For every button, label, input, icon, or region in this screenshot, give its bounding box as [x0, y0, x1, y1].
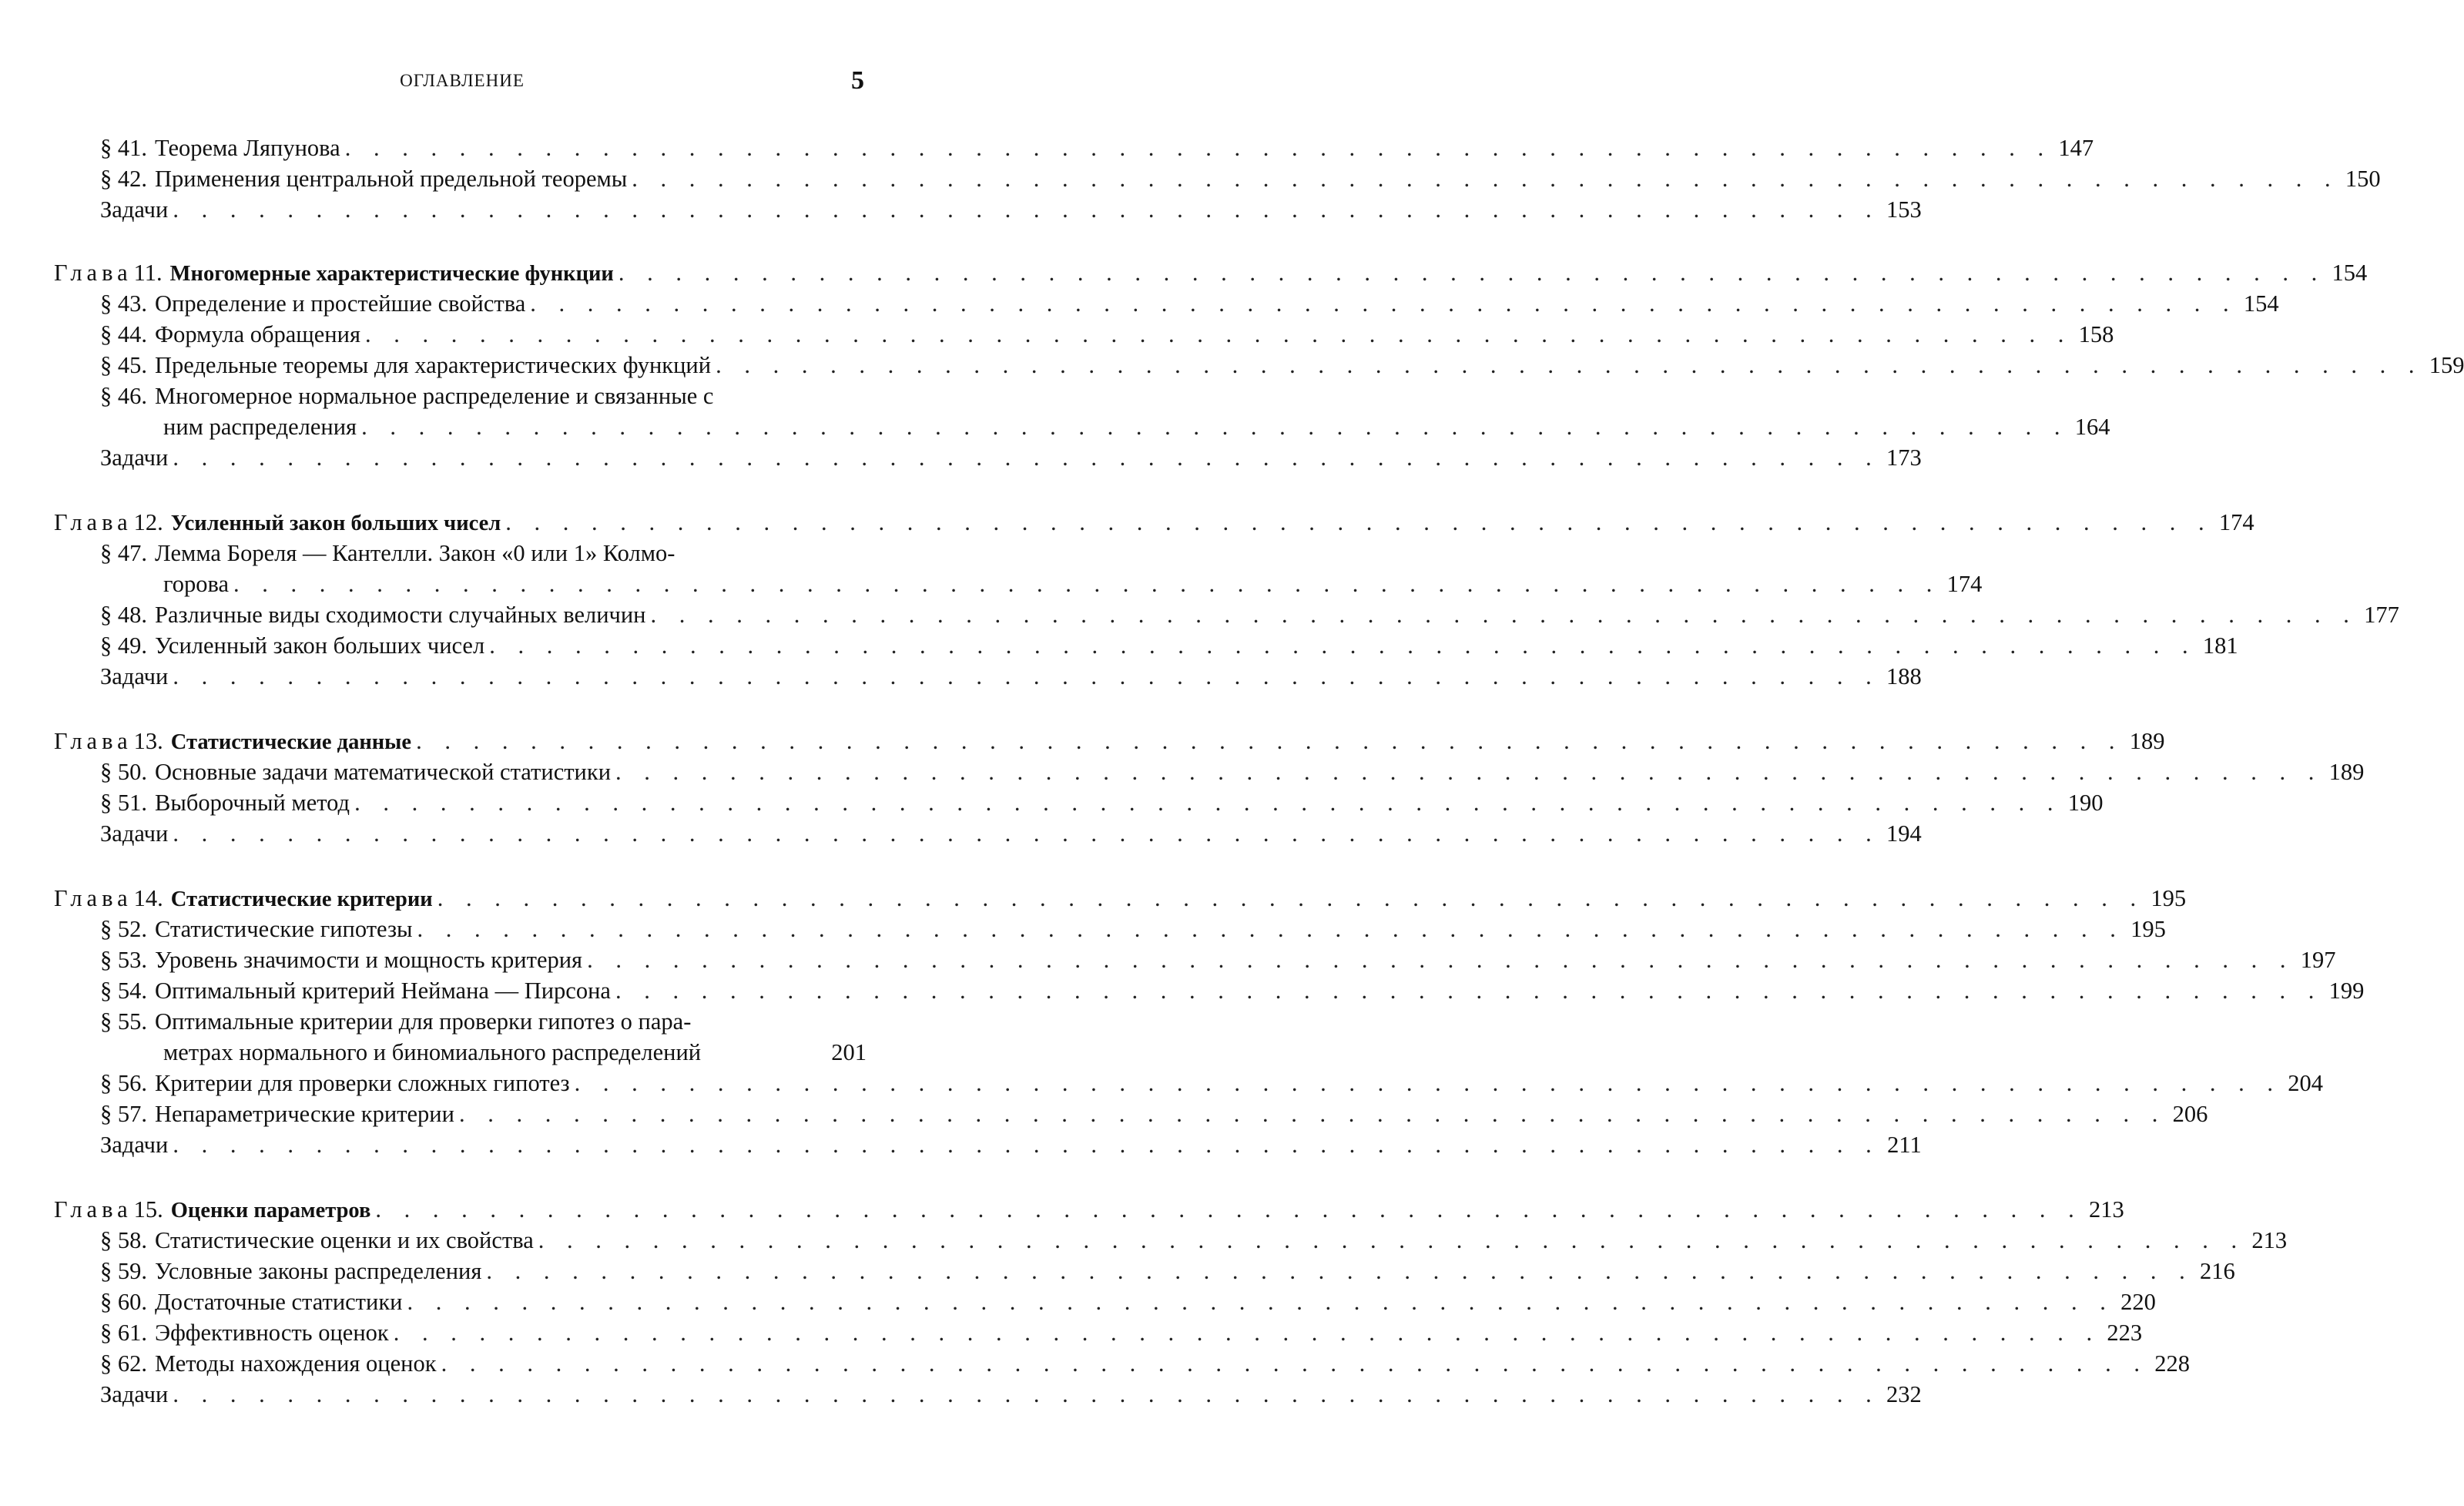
toc-chapter-row	[54, 726, 2165, 756]
toc-section-row	[100, 350, 2464, 381]
section-number: § 53.	[100, 947, 147, 973]
section-heading	[100, 1225, 534, 1256]
section-title-line2: метрах нормального и биномиального распределений	[163, 1039, 702, 1065]
section-title: Применения центральной предельной теоремы	[155, 166, 628, 192]
toc-chapter-row	[54, 883, 2187, 914]
toc-chapter-row	[54, 1194, 2124, 1225]
dot-leader: . . . . . . . . . . . . . . . . . . . . . . . . . . . . . . . . . . . . . . . . . . . . . . . . . . . . . . . . . . . .	[615, 978, 2323, 1004]
section-heading	[100, 1098, 454, 1129]
chapter-number: 15.	[133, 1196, 163, 1223]
section-heading	[100, 163, 627, 194]
section-heading	[100, 1256, 481, 1286]
section-heading	[100, 1348, 437, 1379]
dot-leader: . . . . . . . . . . . . . . . . . . . . . . . . . . . . . . . . . . . . . . . . . . . . . . . . . . . . . . . . . . . .	[587, 947, 2295, 973]
section-title: Непараметрические критерии	[155, 1101, 454, 1127]
chapter-word: Глава	[54, 728, 132, 754]
section-title-line2: горова	[163, 571, 230, 597]
section-number: § 58.	[100, 1227, 147, 1253]
toc-chapter-row	[54, 507, 2254, 538]
toc-section-row	[100, 1225, 2288, 1256]
section-title: Формула обращения	[155, 321, 360, 347]
chapter-title: Статистические критерии	[170, 887, 433, 911]
section-number: § 48.	[100, 602, 147, 628]
page-ref: 194	[1886, 820, 1922, 847]
section-number: § 62.	[100, 1350, 147, 1377]
chapter-title: Усиленный закон больших чисел	[170, 512, 501, 535]
section-title: Критерии для проверки сложных гипотез	[155, 1070, 570, 1096]
dot-leader: . . . . . . . . . . . . . . . . . . . . . . . . . . . . . . . . . . . . . . . . . . . . . . . . . . . . . . . . . . . .	[173, 1381, 1880, 1407]
dot-leader: . . . . . . . . . . . . . . . . . . . . . . . . . . . . . . . . . . . . . . . . . . . . . . . . . . . . . . . . . . . .	[505, 509, 2213, 535]
toc-chapter-row	[54, 257, 2368, 288]
section-number: § 47.	[100, 540, 147, 566]
dot-leader: . . . . . . . . . . . . . . . . . . . . . . . . . . . . . . . . . . . . . . . . . . . . . . . . . . . . . . . . . . . .	[632, 166, 2339, 192]
section-number: § 52.	[100, 916, 147, 942]
section-title: Условные законы распределения	[155, 1258, 482, 1284]
toc-section-row	[100, 1348, 2190, 1379]
toc-section-continuation	[163, 1037, 867, 1068]
page-ref: 195	[2130, 916, 2166, 942]
section-number: § 43.	[100, 290, 147, 317]
section-title: Выборочный метод	[155, 790, 350, 816]
section-number: § 60.	[100, 1289, 147, 1315]
section-title: Эффективность оценок	[155, 1320, 389, 1346]
toc-section-row	[100, 1317, 2143, 1348]
page-ref: 213	[2088, 1196, 2124, 1223]
page-ref: 188	[1886, 663, 1922, 689]
chapter-word: Глава	[54, 1196, 132, 1223]
section-heading	[100, 350, 711, 381]
table-of-contents	[0, 132, 2464, 1410]
section-number: § 54.	[100, 978, 147, 1004]
dot-leader: . . . . . . . . . . . . . . . . . . . . . . . . . . . . . . . . . . . . . . . . . . . . . . . . . . . . . . . . . . . .	[393, 1320, 2101, 1346]
dot-leader: . . . . . . . . . . . . . . . . . . . . . . . . . . . . . . . . . . . . . . . . . . . . . . . . . . . . . . . . . . . .	[486, 1258, 2194, 1284]
section-number: § 44.	[100, 321, 147, 347]
toc-section-row	[100, 1256, 2235, 1286]
section-heading	[100, 944, 582, 975]
section-number: § 42.	[100, 166, 147, 192]
section-title: Основные задачи математической статистики	[155, 759, 612, 785]
page-ref: 154	[2243, 290, 2279, 317]
toc-section-row	[100, 538, 867, 569]
section-number: § 56.	[100, 1070, 147, 1096]
toc-section-row	[100, 630, 2238, 661]
chapter-number: 11.	[133, 260, 163, 286]
page-ref: 216	[2200, 1258, 2235, 1284]
problems-label: Задачи	[100, 663, 169, 689]
section-number: § 45.	[100, 352, 147, 378]
dot-leader: . . . . . . . . . . . . . . . . . . . . . . . . . . . . . . . . . . . . . . . . . . . . . . . . . . . . . . . . . . . .	[407, 1289, 2114, 1315]
section-title: Уровень значимости и мощность критерия	[155, 947, 583, 973]
chapter-title: Многомерные характеристические функции	[169, 262, 614, 286]
toc-problems-row	[100, 442, 1922, 473]
section-heading	[100, 914, 413, 944]
section-heading	[100, 975, 611, 1006]
section-title-line1: Оптимальные критерии для проверки гипотез о пара-	[155, 1008, 692, 1035]
page-ref: 164	[2074, 414, 2110, 440]
section-title: Теорема Ляпунова	[155, 135, 340, 161]
page-ref: 153	[1886, 196, 1922, 223]
toc-section-row	[100, 1098, 2208, 1129]
dot-leader: . . . . . . . . . . . . . . . . . . . . . . . . . . . . . . . . . . . . . . . . . . . . . . . . . . . . . . . . . . . .	[615, 759, 2323, 785]
section-heading	[100, 1006, 691, 1037]
dot-leader: . . . . . . . . . . . . . . . . . . . . . . . . . . . . . . . . . . . . . . . . . . . . . . . . . . . . . . . . . . . .	[354, 790, 2062, 816]
chapter-word: Глава	[54, 509, 132, 535]
running-header	[0, 68, 924, 96]
section-heading	[100, 381, 713, 411]
page-ref: 206	[2172, 1101, 2208, 1127]
page-ref: 195	[2151, 885, 2187, 911]
section-number: § 50.	[100, 759, 147, 785]
chapter-title: Оценки параметров	[170, 1199, 371, 1223]
section-title: Предельные теоремы для характеристических функций	[155, 352, 712, 378]
section-title: Усиленный закон больших чисел	[155, 632, 485, 659]
section-number: § 51.	[100, 790, 147, 816]
chapter-heading	[54, 883, 433, 915]
section-heading	[100, 1317, 389, 1348]
dot-leader: . . . . . . . . . . . . . . . . . . . . . . . . . . . . . . . . . . . . . . . . . . . . . . . . . . . . . . . . . . . .	[173, 1132, 1880, 1158]
dot-leader: . . . . . . . . . . . . . . . . . . . . . . . . . . . . . . . . . . . . . . . . . . . . . . . . . . . . . . . . . . . .	[375, 1196, 2083, 1223]
dot-leader: . . . . . . . . . . . . . . . . . . . . . . . . . . . . . . . . . . . . . . . . . . . . . . . . . . . . . . . . . . . .	[650, 602, 2358, 628]
problems-label: Задачи	[100, 196, 169, 223]
section-heading	[100, 787, 350, 818]
toc-problems-row	[100, 1379, 1922, 1410]
section-heading	[100, 288, 525, 319]
chapter-title: Статистические данные	[170, 730, 412, 754]
chapter-number: 13.	[133, 728, 163, 754]
toc-problems-row	[100, 1129, 1922, 1160]
running-title: ОГЛАВЛЕНИЕ	[400, 71, 525, 90]
section-title: Методы нахождения оценок	[155, 1350, 437, 1377]
page-ref: 181	[2202, 632, 2238, 659]
section-number: § 57.	[100, 1101, 147, 1127]
page-ref: 213	[2251, 1227, 2288, 1253]
problems-label: Задачи	[100, 1132, 169, 1158]
section-number: § 46.	[100, 383, 147, 409]
toc-section-row	[100, 914, 2166, 944]
page-ref: 177	[2364, 602, 2399, 628]
section-heading	[100, 630, 484, 661]
toc-section-row	[100, 1068, 2323, 1098]
page-ref: 174	[1946, 571, 1983, 597]
toc-section-row	[100, 381, 867, 411]
page-number: 5	[851, 66, 864, 95]
toc-section-row	[100, 163, 2381, 194]
page-ref: 204	[2288, 1070, 2323, 1096]
dot-leader: . . . . . . . . . . . . . . . . . . . . . . . . . . . . . . . . . . . . . . . . . . . . . . . . . . . . . . . . . . . .	[417, 916, 2124, 942]
toc-section-row	[100, 288, 2279, 319]
dot-leader: . . . . . . . . . . . . . . . . . . . . . . . . . . . . . . . . . . . . . . . . . . . . . . . . . . . . . . . . . . . .	[173, 444, 1880, 471]
page-ref: 150	[2345, 166, 2381, 192]
page-ref: 158	[2078, 321, 2114, 347]
dot-leader: . . . . . . . . . . . . . . . . . . . . . . . . . . . . . . . . . . . . . . . . . . . . . . . . . . . . . . . . . . . .	[458, 1101, 2167, 1127]
section-number: § 41.	[100, 135, 147, 161]
page-ref: 228	[2154, 1350, 2190, 1377]
page-ref: 154	[2332, 260, 2368, 286]
chapter-number: 14.	[133, 885, 163, 911]
section-title: Статистические оценки и их свойства	[155, 1227, 534, 1253]
page-ref: 197	[2300, 947, 2336, 973]
section-heading	[100, 599, 646, 630]
section-heading	[100, 756, 611, 787]
toc-section-continuation	[163, 411, 2110, 442]
section-heading	[100, 1068, 570, 1098]
dot-leader: . . . . . . . . . . . . . . . . . . . . . . . . . . . . . . . . . . . . . . . . . . . . . . . . . . . . . . . . . . . .	[173, 196, 1880, 223]
toc-problems-row	[100, 194, 1922, 225]
section-title: Статистические гипотезы	[155, 916, 413, 942]
dot-leader: . . . . . . . . . . . . . . . . . . . . . . . . . . . . . . . . . . . . . . . . . . . . . . . . . . . . . . . . . . . .	[173, 663, 1880, 689]
section-heading	[100, 132, 340, 163]
toc-section-row	[100, 1286, 2156, 1317]
page-ref: 159	[2429, 352, 2464, 378]
chapter-word: Глава	[54, 885, 132, 911]
page-ref: 174	[2218, 509, 2254, 535]
section-title-line1: Лемма Бореля — Кантелли. Закон «0 или 1» Колмо-	[155, 540, 676, 566]
dot-leader: . . . . . . . . . . . . . . . . . . . . . . . . . . . . . . . . . . . . . . . . . . . . . . . . . . . . . . . . . . . .	[538, 1227, 2246, 1253]
toc-section-row	[100, 599, 2399, 630]
chapter-heading	[54, 726, 411, 758]
toc-section-row	[100, 944, 2336, 975]
toc-problems-row	[100, 661, 1922, 692]
page-ref: 201	[831, 1039, 867, 1065]
page-ref: 190	[2067, 790, 2104, 816]
page-ref: 147	[2058, 135, 2094, 161]
dot-leader: . . . . . . . . . . . . . . . . . . . . . . . . . . . . . . . . . . . . . . . . . . . . . . . . . . . . . . . . . . . .	[530, 290, 2238, 317]
toc-section-row	[100, 787, 2104, 818]
page-ref: 173	[1886, 444, 1922, 471]
chapter-heading	[54, 507, 501, 539]
dot-leader: . . . . . . . . . . . . . . . . . . . . . . . . . . . . . . . . . . . . . . . . . . . . . . . . . . . . . . . . . . . .	[416, 728, 2124, 754]
section-number: § 61.	[100, 1320, 147, 1346]
chapter-number: 12.	[133, 509, 163, 535]
chapter-heading	[54, 1194, 370, 1226]
section-title-line2: ним распределения	[163, 414, 357, 440]
toc-section-row	[100, 975, 2365, 1006]
page-ref: 232	[1886, 1381, 1922, 1407]
page-ref: 189	[2129, 728, 2165, 754]
toc-section-row	[100, 1006, 867, 1037]
dot-leader: . . . . . . . . . . . . . . . . . . . . . . . . . . . . . . . . . . . . . . . . . . . . . . . . . . . . . . . . . . . .	[489, 632, 2197, 659]
page-ref: 220	[2120, 1289, 2156, 1315]
problems-label: Задачи	[100, 820, 169, 847]
dot-leader: . . . . . . . . . . . . . . . . . . . . . . . . . . . . . . . . . . . . . . . . . . . . . . . . . . . . . . . . . . . .	[441, 1350, 2148, 1377]
dot-leader: . . . . . . . . . . . . . . . . . . . . . . . . . . . . . . . . . . . . . . . . . . . . . . . . . . . . . . . . . . . .	[173, 820, 1880, 847]
section-heading	[100, 1286, 402, 1317]
toc-section-continuation	[163, 569, 1983, 599]
toc-section-row	[100, 132, 2094, 163]
dot-leader: . . . . . . . . . . . . . . . . . . . . . . . . . . . . . . . . . . . . . . . . . . . . . . . . . . . . . . . . . . . .	[364, 321, 2073, 347]
problems-label: Задачи	[100, 444, 169, 471]
section-title: Различные виды сходимости случайных величин	[155, 602, 646, 628]
page-ref: 223	[2107, 1320, 2143, 1346]
section-title: Определение и простейшие свойства	[155, 290, 526, 317]
page-ref: 199	[2328, 978, 2365, 1004]
dot-leader: . . . . . . . . . . . . . . . . . . . . . . . . . . . . . . . . . . . . . . . . . . . . . . . . . . . . . . . . . . . .	[361, 414, 2069, 440]
dot-leader: . . . . . . . . . . . . . . . . . . . . . . . . . . . . . . . . . . . . . . . . . . . . . . . . . . . . . . . . . . . .	[233, 571, 1941, 597]
section-heading	[100, 538, 675, 569]
toc-section-row	[100, 756, 2365, 787]
dot-leader: . . . . . . . . . . . . . . . . . . . . . . . . . . . . . . . . . . . . . . . . . . . . . . . . . . . . . . . . . . . .	[574, 1070, 2281, 1096]
section-number: § 55.	[100, 1008, 147, 1035]
section-title-line1: Многомерное нормальное распределение и связанные с	[155, 383, 714, 409]
problems-label: Задачи	[100, 1381, 169, 1407]
dot-leader: . . . . . . . . . . . . . . . . . . . . . . . . . . . . . . . . . . . . . . . . . . . . . . . . . . . . . . . . . . . .	[437, 885, 2145, 911]
section-heading	[100, 319, 360, 350]
dot-leader: . . . . . . . . . . . . . . . . . . . . . . . . . . . . . . . . . . . . . . . . . . . . . . . . . . . . . . . . . . . .	[344, 135, 2053, 161]
section-number: § 59.	[100, 1258, 147, 1284]
dot-leader: . . . . . . . . . . . . . . . . . . . . . . . . . . . . . . . . . . . . . . . . . . . . . . . . . . . . . . . . . . . .	[716, 352, 2423, 378]
section-number: § 49.	[100, 632, 147, 659]
page-ref: 211	[1887, 1132, 1922, 1158]
page-ref: 189	[2328, 759, 2365, 785]
section-title: Оптимальный критерий Неймана — Пирсона	[155, 978, 611, 1004]
section-title: Достаточные статистики	[155, 1289, 403, 1315]
toc-section-row	[100, 319, 2114, 350]
dot-leader: . . . . . . . . . . . . . . . . . . . . . . . . . . . . . . . . . . . . . . . . . . . . . . . . . . . . . . . . . . . .	[618, 260, 2326, 286]
chapter-heading	[54, 257, 614, 290]
chapter-word: Глава	[54, 260, 132, 286]
toc-problems-row	[100, 818, 1922, 849]
